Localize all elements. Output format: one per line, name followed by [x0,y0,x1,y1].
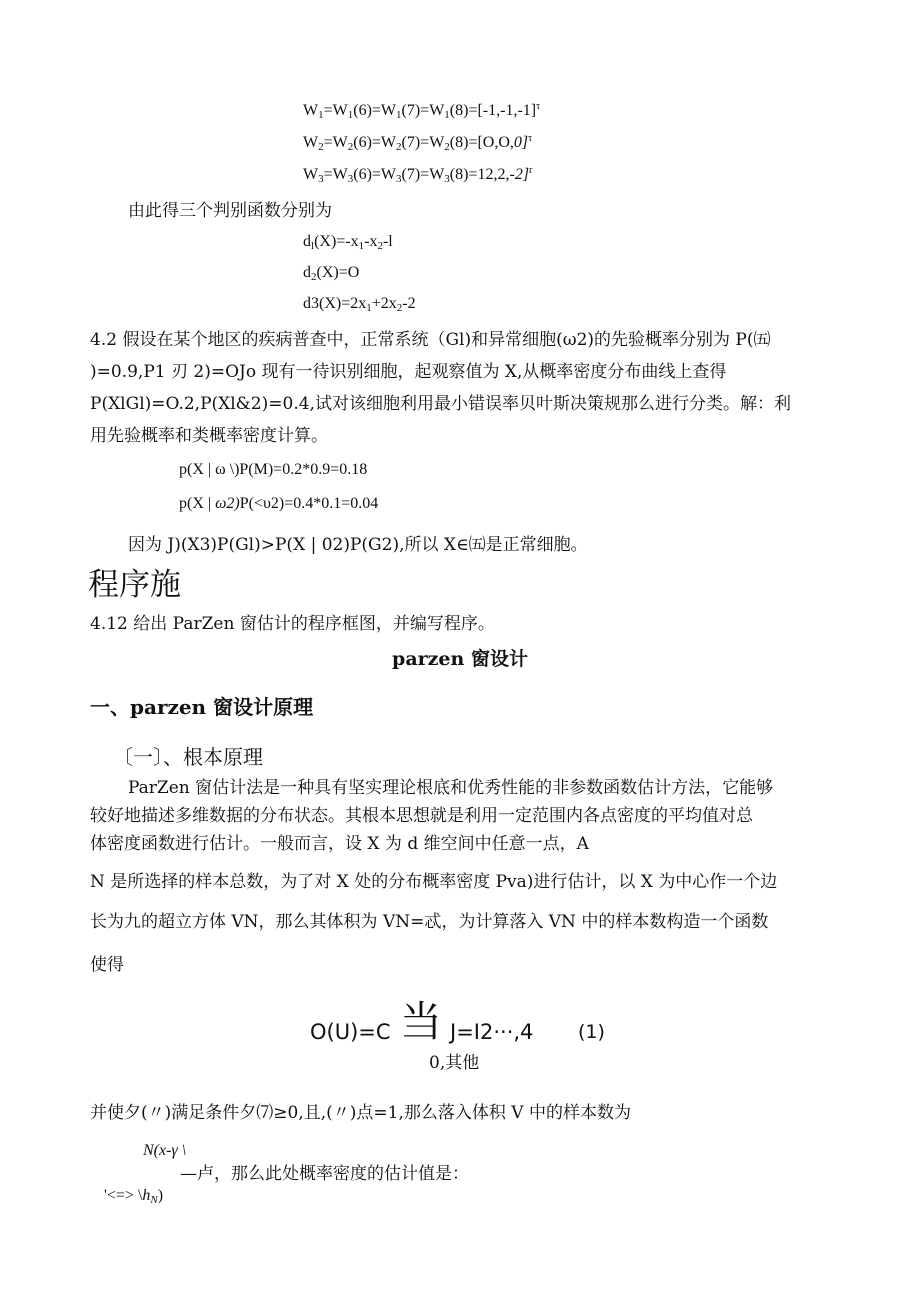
calc-abnormal: p(X | ω2)P(<υ2)=0.4*0.1=0.04 [179,495,379,512]
section-heading: 一、parzen 窗设计原理 [90,695,314,719]
equation-w2: $W2=W2(6)=W2(7)=W2(8)=[O,O,0]^\tau$ [303,133,533,153]
estimate-numerator: N(x-γ \ [143,1142,187,1159]
paragraph-line-3: 体密度函数进行估计。一般而言，设 X 为 d 维空间中任意一点，A [90,834,589,854]
problem-4-2-line4: 用先验概率和类概率密度计算。 [90,426,328,446]
equation-w1: $W1=W1(6)=W1(7)=W1(8)=[-1,-1,-1]^\tau$ [303,101,541,121]
condition-text: 并使夕(〃)满足条件夕⑺≥0,且,(〃)点=1,那么落入体积 V 中的样本数为 [90,1103,631,1123]
equation-w3: W3=W3(6)=W3(7)=W3(8)=12,2,-2]$^r$ [303,165,533,185]
paragraph-line-5: 长为九的超立方体 VN，那么其体积为 VN=忒，为计算落入 VN 中的样本数构造一个函数 [90,912,769,932]
formula-number: (1) [578,1021,605,1043]
formula-condition: J=I2···,4 [450,1020,534,1044]
conclusion: 因为 J)(X3)P(Gl)>P(X | 02)P(G2),所以 X∈㈤是正常细胞。 [128,535,588,555]
problem-4-2-line1: 4.2 假设在某个地区的疾病普查中，正常系统（Gl)和异常细胞(ω2)的先验概率分别为 P(㈤ [90,330,771,350]
formula-left: O(U)=C [310,1020,391,1044]
discriminant-d1: dl(X)=-x1-x2-l [303,233,393,252]
paragraph-line-1: ParZen 窗估计法是一种具有坚实理论根底和优秀性能的非参数函数估计方法，它能够 [128,778,774,798]
discriminant-d2: d2(X)=O [303,264,360,283]
problem-4-2-line3: P(XlGl)=O.2,P(Xl&2)=0.4,试对该细胞利用最小错误率贝叶斯决策规那么进行分类。解：利 [90,394,791,414]
paragraph-line-2: 较好地描述多维数据的分布状态。其根本思想就是利用一定范围内各点密度的平均值对总 [90,806,753,826]
formula-else: 0,其他 [429,1053,480,1073]
title-parzen: parzen 窗设计 [392,648,528,670]
estimate-text: —卢，那么此处概率密度的估计值是： [180,1164,469,1184]
discriminant-d3: d3(X)=2x1+2x2-2 [303,295,416,314]
calc-normal: p(X | ω \)P(M)=0.2*0.9=0.18 [179,461,368,478]
problem-4-12: 4.12 给出 ParZen 窗估计的程序框图，并编写程序。 [90,614,495,634]
discriminant-intro: 由此得三个判别函数分别为 [128,201,332,221]
paragraph-line-6: 使得 [90,955,124,975]
estimate-denominator: '<=> \hN) [104,1187,164,1206]
heading-program: 程序施 [88,567,181,603]
subsection-heading: 〔一〕、根本原理 [113,745,263,769]
paragraph-line-4: N 是所选择的样本总数，为了对 X 处的分布概率密度 Pva)进行估计，以 X 为中心作一个边 [90,872,778,892]
problem-4-2-line2: )=0.9,P1 刃 2)=OJo 现有一待识别细胞，起观察值为 X,从概率密度分布曲线上查得 [90,362,727,382]
formula-glyph: 当 [400,997,443,1046]
